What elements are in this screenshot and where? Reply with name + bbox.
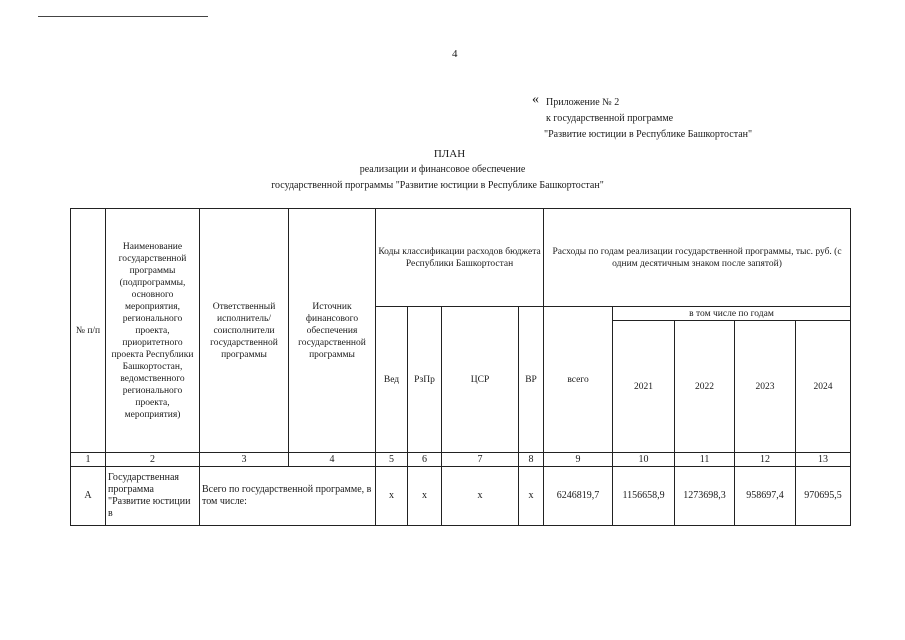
row-csr: х (442, 467, 519, 526)
header-2023: 2023 (735, 321, 796, 453)
header-total: всего (544, 307, 613, 453)
plan-subtitle-2: государственной программы "Развитие юстиции в Республике Башкортостан" (271, 180, 604, 191)
row-program-name: Государственная программа "Развитие юстиции в (106, 467, 200, 526)
header-vr: ВР (519, 307, 544, 453)
column-number: 9 (544, 453, 613, 467)
appendix-line-3: "Развитие юстиции в Республике Башкортостан" (544, 129, 753, 140)
header-csr: ЦСР (442, 307, 519, 453)
header-by-years: в том числе по годам (613, 307, 851, 321)
row-ved: х (376, 467, 408, 526)
header-codes: Коды классификации расходов бюджета Республики Башкортостан (376, 209, 544, 307)
header-2022: 2022 (675, 321, 735, 453)
plan-table (70, 208, 851, 526)
appendix-line-2: к государственной программе (546, 113, 674, 124)
row-responsible-source: Всего по государственной программе, в том числе: (200, 467, 376, 526)
column-number: 3 (200, 453, 289, 467)
row-total: 6246819,7 (544, 467, 613, 526)
appendix-line-1: Приложение № 2 (546, 97, 620, 108)
column-number: 12 (735, 453, 796, 467)
row-2021: 1156658,9 (613, 467, 675, 526)
row-2023: 958697,4 (735, 467, 796, 526)
row-rzpr: х (408, 467, 442, 526)
plan-title: ПЛАН (433, 148, 466, 160)
header-num: № п/п (71, 209, 106, 453)
quote-mark: « (532, 92, 539, 107)
table-row (71, 467, 851, 526)
header-ved: Вед (376, 307, 408, 453)
header-source: Источник финансового обеспечения государственной программы (289, 209, 376, 453)
header-expenses: Расходы по годам реализации государственной программы, тыс. руб. (с одним десятичным знаком после запятой) (544, 209, 851, 307)
column-number: 2 (106, 453, 200, 467)
row-num: А (71, 467, 106, 526)
column-number: 1 (71, 453, 106, 467)
column-number: 4 (289, 453, 376, 467)
appendix-block (532, 92, 753, 143)
header-rzpr: РзПр (408, 307, 442, 453)
column-number: 8 (519, 453, 544, 467)
column-number: 11 (675, 453, 735, 467)
top-rule (38, 16, 208, 17)
column-number: 13 (796, 453, 851, 467)
header-2021: 2021 (613, 321, 675, 453)
column-number: 5 (376, 453, 408, 467)
column-number: 6 (408, 453, 442, 467)
row-2024: 970695,5 (796, 467, 851, 526)
header-responsible: Ответственный исполнитель/ соисполнители государственной программы (200, 209, 289, 453)
column-number-row (71, 453, 851, 467)
header-2024: 2024 (796, 321, 851, 453)
row-2022: 1273698,3 (675, 467, 735, 526)
column-number: 7 (442, 453, 519, 467)
row-vr: х (519, 467, 544, 526)
page-number: 4 (452, 48, 458, 60)
header-name: Наименование государственной программы (подпрограммы, основного мероприятия, регионального проекта, приоритетного проекта Республики Башкортостан, ведомственного регионального проекта, мероприятия) (106, 209, 200, 453)
plan-subtitle-1: реализации и финансовое обеспечение (359, 164, 526, 175)
column-number: 10 (613, 453, 675, 467)
